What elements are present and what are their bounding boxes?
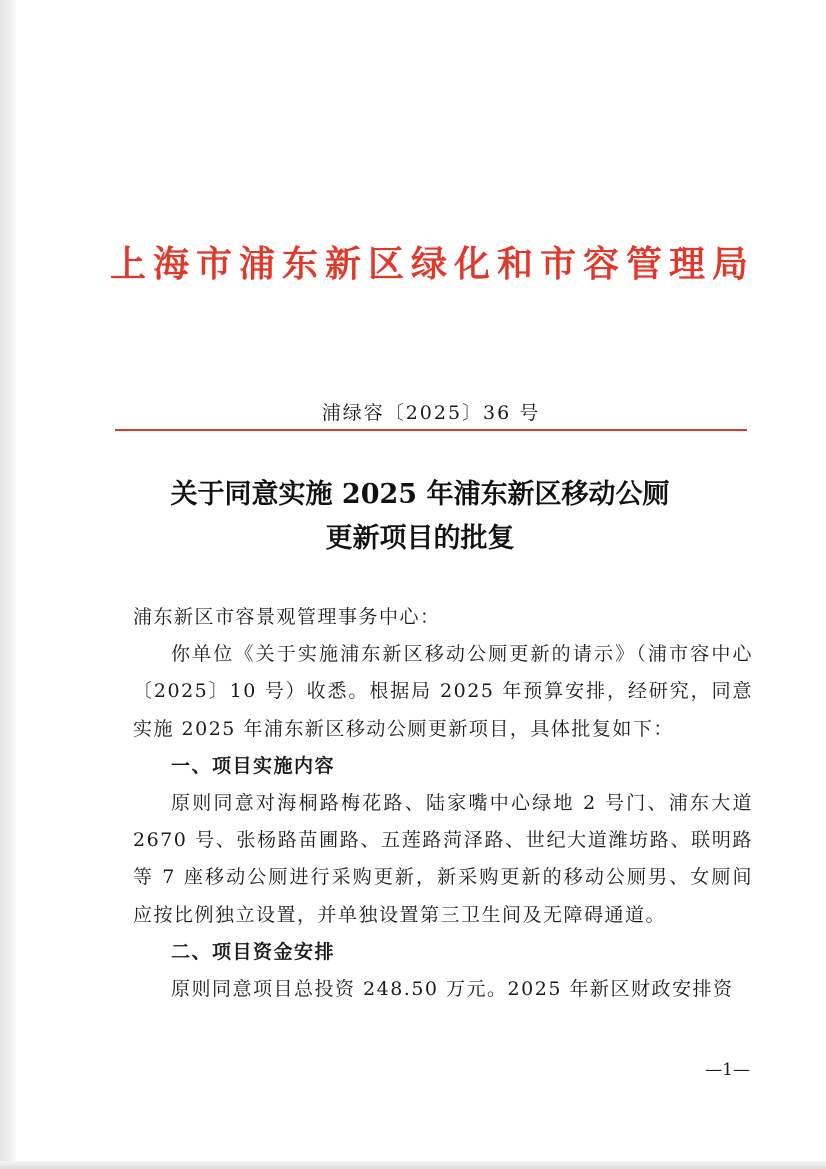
section-1-heading: 一、项目实施内容 <box>171 754 336 777</box>
scan-edge-left <box>0 0 16 1169</box>
scan-edge-bottom <box>0 1161 826 1169</box>
agency-name: 上海市浦东新区绿化和市容管理局 <box>110 243 756 285</box>
addressee: 浦东新区市容景观管理事务中心： <box>133 606 441 628</box>
title-line-1: 关于同意实施 2025 年浦东新区移动公厕 <box>170 479 670 510</box>
document-body <box>133 599 753 1008</box>
paragraph-intro: 你单位《关于实施浦东新区移动公厕更新的请示》（浦市容中心〔2025〕10 号）收悉。根据局 2025 年预算安排，经研究，同意实施 2025 年浦东新区移动公厕更新项目，具体批复如下： <box>133 643 753 740</box>
document-number: 浦绿容〔2025〕36 号 <box>321 402 541 424</box>
document-title <box>100 473 740 561</box>
page-number: —1— <box>705 1060 750 1080</box>
red-divider-line <box>115 429 747 431</box>
section-1-text: 原则同意对海桐路梅花路、陆家嘴中心绿地 2 号门、浦东大道 2670 号、张杨路苗圃路、五莲路菏泽路、世纪大道潍坊路、联明路等 7 座移动公厕进行采购更新，新采购更新的移动公厕男、女厕间应按比例独立设置，并单独设置第三卫生间及无障碍通道。 <box>133 792 753 926</box>
section-2-heading: 二、项目资金安排 <box>171 940 336 963</box>
section-2-text: 原则同意项目总投资 248.50 万元。2025 年新区财政安排资 <box>171 978 734 1001</box>
title-line-2: 更新项目的批复 <box>325 523 515 554</box>
